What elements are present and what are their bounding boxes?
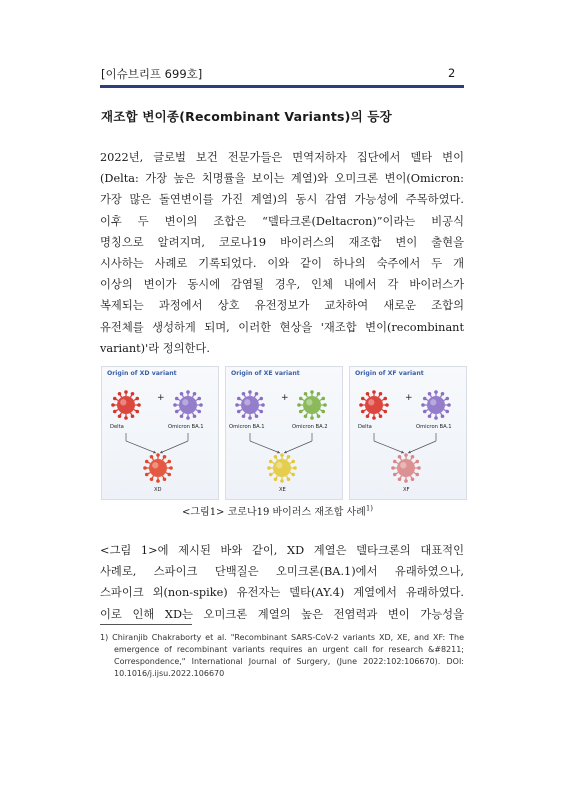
plus-sign: + [405, 393, 413, 403]
paragraph-line: (Delta: 가장 높은 치명률을 보이는 계열)와 오미크론 변이(Omicron: [100, 172, 464, 186]
issue-label: [이슈브리프 699호] [101, 67, 203, 81]
panel-xf [349, 366, 467, 500]
paragraph-1 [100, 147, 464, 359]
arrow-line [408, 441, 436, 453]
paragraph-line: 명칭으로 알려지며, 코로나19 바이러스의 재조합 변이 출현을 [100, 235, 464, 249]
virus-icon [421, 390, 451, 420]
paragraph-line: 시사하는 사례로 기록되었다. 이와 같이 하나의 숙주에서 두 개 [100, 257, 464, 271]
virus-icon [391, 453, 421, 483]
caption-footnote-ref: 1) [365, 504, 373, 513]
arrow-line [284, 441, 312, 453]
section-title: 재조합 변이종(Recombinant Variants)의 등장 [101, 109, 392, 124]
caption-text: <그림1> 코로나19 바이러스 재조합 사례 [182, 507, 366, 518]
header-rule [100, 85, 464, 88]
paragraph-2 [100, 540, 464, 625]
arrow-line [126, 441, 156, 453]
footnote [100, 632, 464, 680]
footnote-rule [100, 624, 192, 625]
panel-title: Origin of XD variant [107, 370, 177, 377]
child-label: XD [154, 487, 162, 493]
paragraph-line: 스파이크 외(non-spike) 유전자는 델타(AY.4) 계열에서 유래하였다. [100, 586, 464, 600]
footnote-line: 1) Chiranjib Chakraborty et al. "Recombinant SARS-CoV-2 variants XD, XE, and XF: The [100, 633, 464, 642]
paragraph-line: 복제되는 과정에서 상호 유전정보가 교차하여 새로운 조합의 [100, 299, 464, 313]
paragraph-line: 유전체를 생성하게 되며, 이러한 현상을 '재조합 변이(recombinant [100, 320, 464, 334]
panel-xe [225, 366, 343, 500]
parent-a-label: Delta [110, 424, 124, 430]
paragraph-line: 이로 인해 XD는 오미크론 계열의 높은 전염력과 변이 가능성을 [100, 607, 464, 621]
virus-icon [235, 390, 265, 420]
arrow-line [374, 441, 404, 453]
parent-b-label: Omicron BA.2 [292, 424, 328, 430]
panel-xd [101, 366, 219, 500]
recombinant-variants-figure [101, 366, 465, 498]
footnote-line: emergence of recombinant variants requires an urgent call for research &#8211; [114, 645, 464, 654]
footnote-line: Correspondence," International Journal of Surgery, (June 2022:102:106670). DOI: [114, 657, 464, 666]
panel-title: Origin of XF variant [355, 370, 424, 377]
virus-icon [173, 390, 203, 420]
parent-b-label: Omicron BA.1 [416, 424, 452, 430]
plus-sign: + [281, 393, 289, 403]
page-number: 2 [448, 66, 456, 80]
figure-caption [182, 503, 373, 518]
paragraph-line: 이후 두 변이의 조합은 “델타크론(Deltacron)”이라는 비공식 [100, 214, 464, 228]
virus-diagram [102, 367, 218, 499]
panel-title: Origin of XE variant [231, 370, 300, 377]
child-label: XF [403, 487, 410, 493]
footnote-line: 10.1016/j.ijsu.2022.106670 [114, 669, 225, 678]
virus-icon [297, 390, 327, 420]
paragraph-line: 2022년, 글로벌 보건 전문가들은 면역저하자 집단에서 델타 변이 [100, 151, 464, 164]
virus-icon [111, 390, 141, 420]
virus-icon [143, 453, 173, 483]
child-label: XE [279, 487, 286, 493]
paragraph-line: 사례로, 스파이크 단백질은 오미크론(BA.1)에서 유래하였으나, [100, 565, 464, 579]
virus-icon [267, 453, 297, 483]
arrow-line [160, 441, 188, 453]
parent-b-label: Omicron BA.1 [168, 424, 204, 430]
paragraph-line: <그림 1>에 제시된 바와 같이, XD 계열은 델타크론의 대표적인 [100, 544, 464, 557]
paragraph-line: variant)'라 정의한다. [100, 341, 210, 355]
arrow-line [250, 441, 280, 453]
plus-sign: + [157, 393, 165, 403]
virus-diagram [350, 367, 466, 499]
paragraph-line: 이상의 변이가 동시에 감염될 경우, 인체 내에서 각 바이러스가 [100, 278, 464, 292]
virus-icon [359, 390, 389, 420]
paragraph-line: 가장 많은 돌연변이를 가진 계열)의 동시 감염 가능성에 주목하였다. [100, 193, 464, 207]
parent-a-label: Omicron BA.1 [229, 424, 265, 430]
virus-diagram [226, 367, 342, 499]
parent-a-label: Delta [358, 424, 372, 430]
